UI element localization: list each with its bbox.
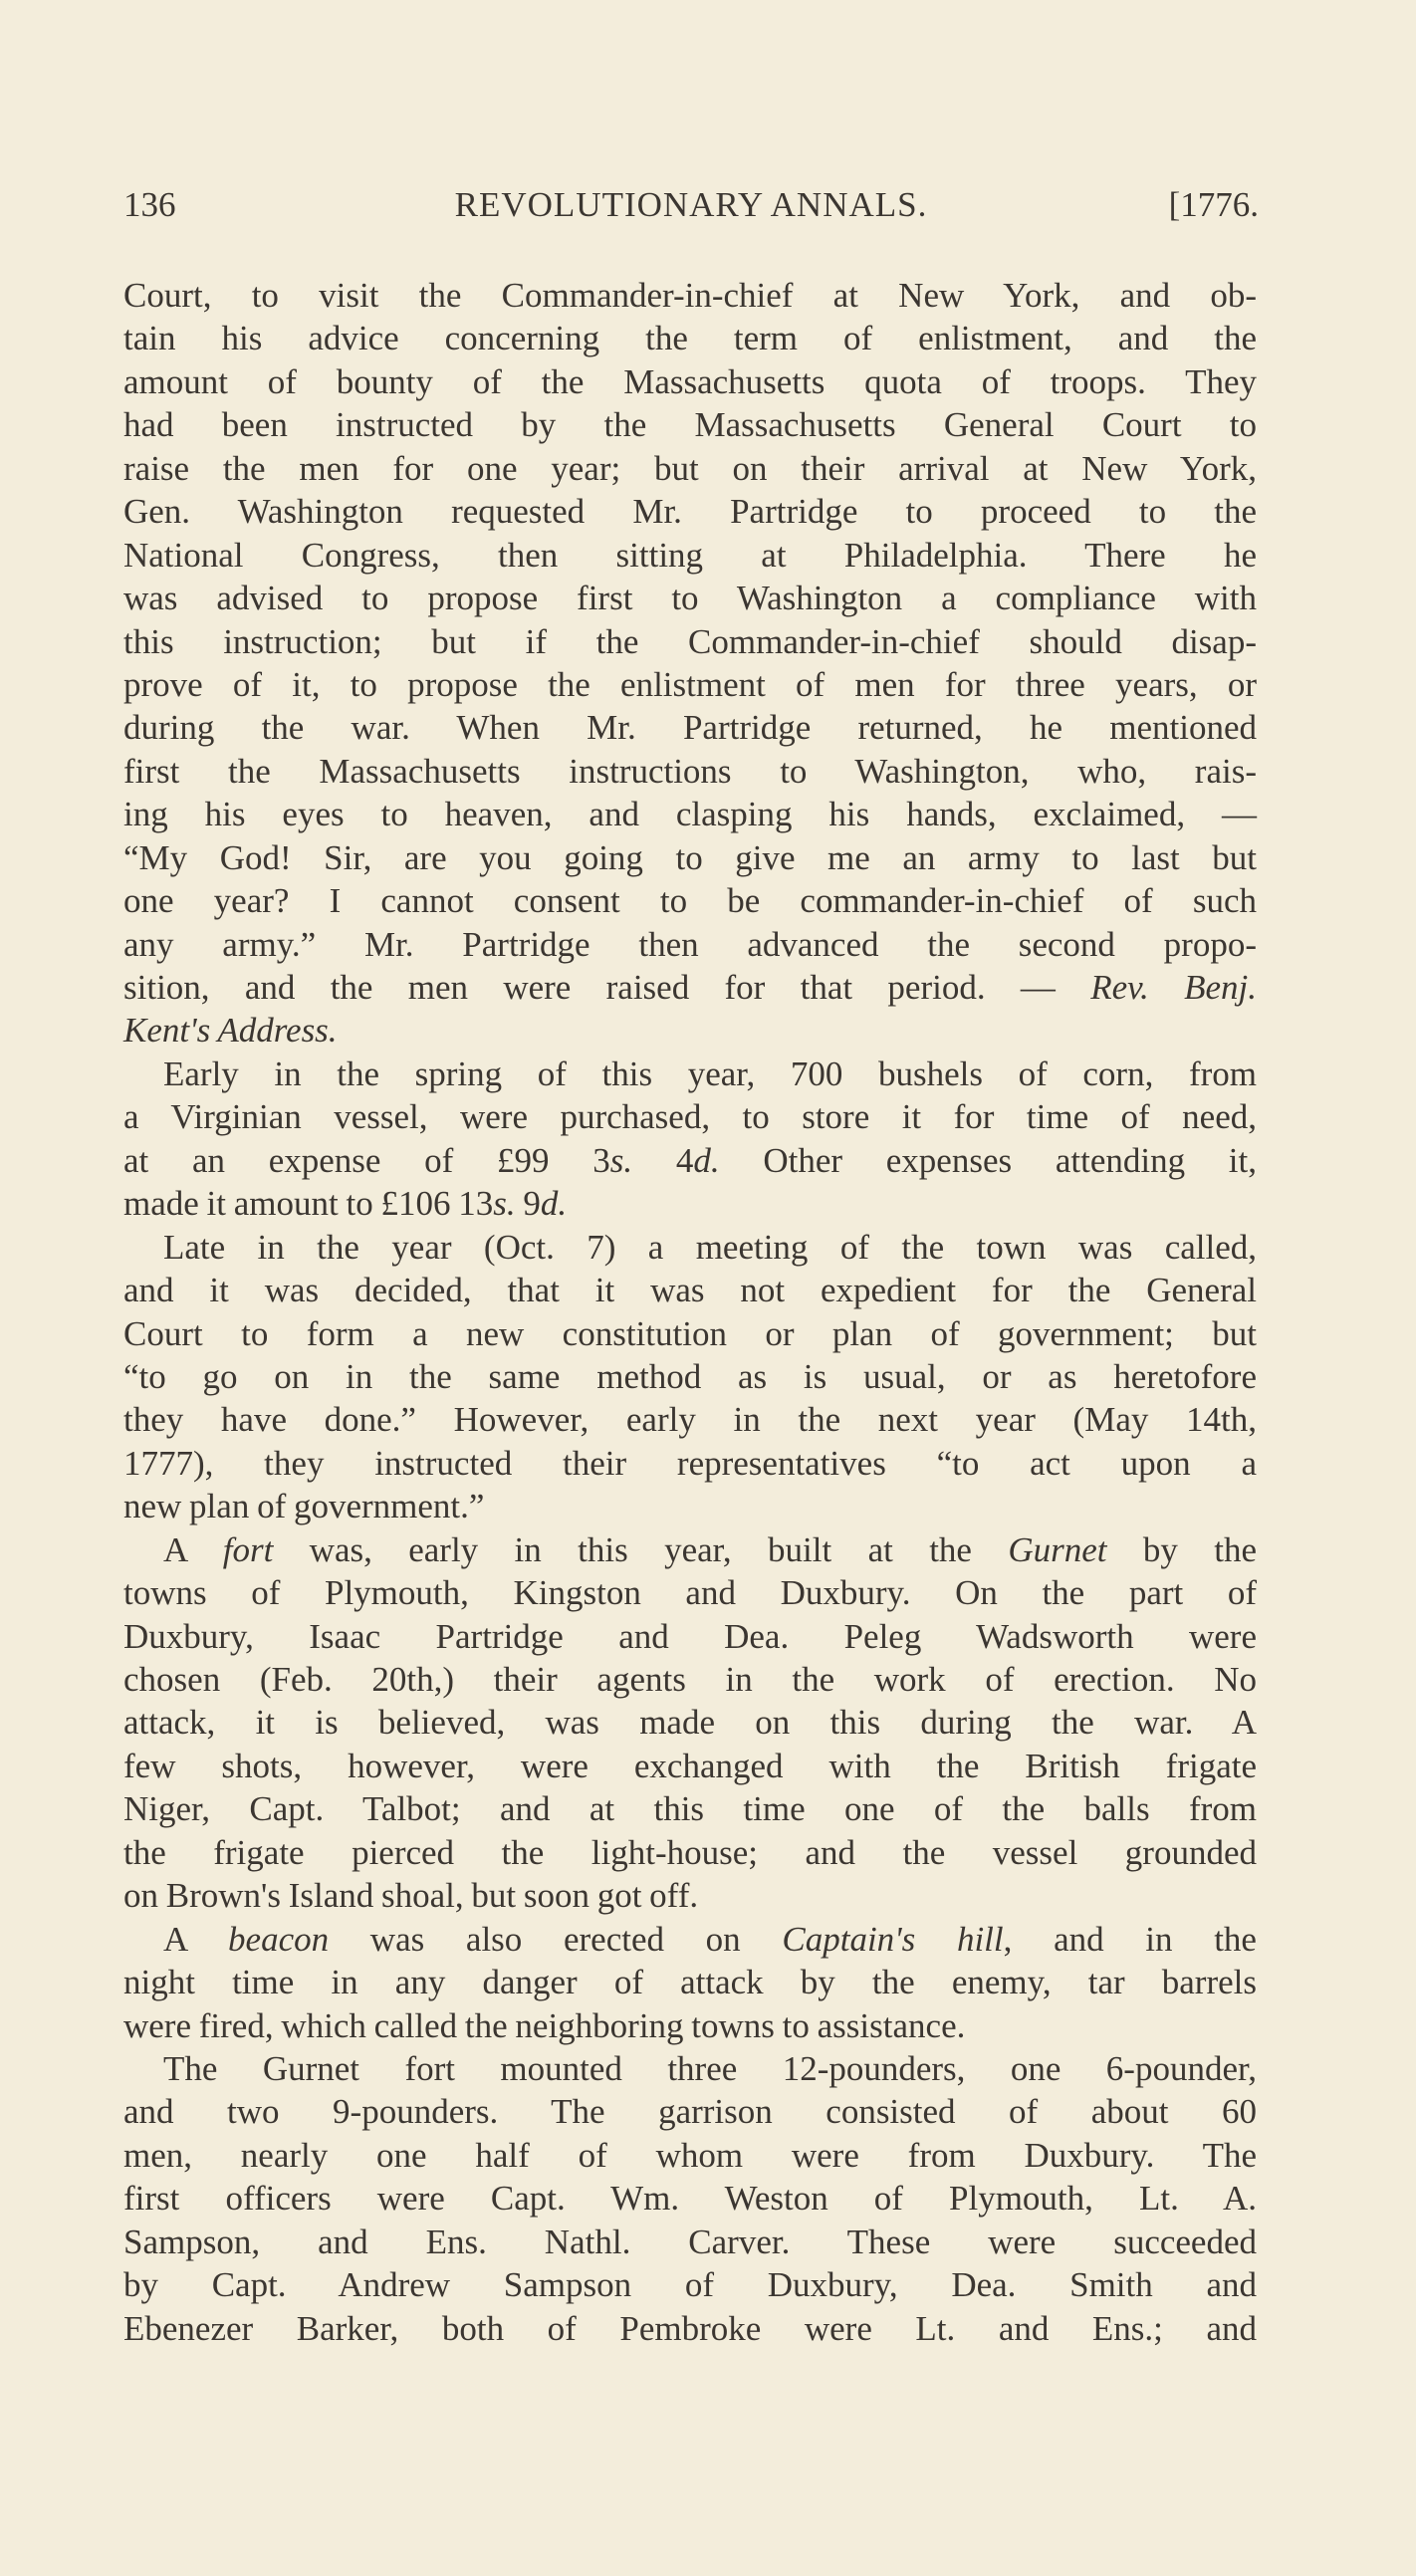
text-segment: was also erected on [329, 1919, 783, 1959]
text-line [123, 879, 1257, 922]
text-line [123, 490, 1257, 533]
text-line [123, 923, 1257, 966]
text-segment: 1777), they instructed their representatives “to act upon a [123, 1443, 1257, 1483]
text-line [123, 447, 1257, 490]
text-segment: few shots, however, were exchanged with the British frigate [123, 1746, 1257, 1785]
text-line [123, 1053, 1257, 1095]
text-line [123, 1182, 1257, 1225]
text-line [123, 2047, 1257, 2090]
text-line [123, 750, 1257, 793]
text-line [123, 1745, 1257, 1787]
text-segment: “My God! Sir, are you going to give me an army to last but [123, 837, 1257, 877]
text-segment: attack, it is believed, was made on this during the war. A [123, 1703, 1257, 1743]
italic-text: beacon [228, 1919, 330, 1959]
text-segment: the frigate pierced the light-house; and the vessel grounded [123, 1832, 1257, 1872]
text-line [123, 1918, 1257, 1961]
text-line [123, 1009, 1257, 1052]
text-segment: a Virginian vessel, were purchased, to store it for time of need, [123, 1097, 1257, 1137]
text-line [123, 836, 1257, 879]
text-segment: towns of Plymouth, Kingston and Duxbury. On the part of [123, 1573, 1257, 1613]
text-line [123, 1571, 1257, 1614]
text-line [123, 1269, 1257, 1311]
text-line [123, 2307, 1257, 2350]
text-segment: had been instructed by the Massachusetts General Court to [123, 405, 1257, 445]
italic-text: s. [609, 1140, 633, 1180]
italic-text: d. [693, 1140, 720, 1180]
text-line [123, 1485, 1257, 1527]
text-line [123, 1442, 1257, 1485]
text-line [123, 1355, 1257, 1398]
text-segment: Early in the spring of this year, 700 bushels of corn, from [163, 1054, 1257, 1093]
text-line [123, 577, 1257, 619]
italic-text: fort [222, 1529, 274, 1569]
text-segment: any army.” Mr. Partridge then advanced the second propo- [123, 924, 1257, 964]
text-segment: Niger, Capt. Talbot; and at this time one of the balls from [123, 1789, 1257, 1829]
text-segment: chosen (Feb. 20th,) their agents in the work of erection. No [123, 1660, 1257, 1699]
text-segment: Other expenses attending it, [719, 1140, 1257, 1180]
header-year: [1776. [1168, 185, 1259, 224]
text-segment: ing his eyes to heaven, and clasping his hands, exclaimed, — [123, 795, 1257, 834]
text-segment: raise the men for one year; but on their arrival at New York, [123, 448, 1257, 488]
text-line [123, 663, 1257, 706]
text-segment: was, early in this year, built at the [273, 1529, 1009, 1569]
text-line [123, 360, 1257, 403]
text-segment: Court, to visit the Commander-in-chief at New York, and ob- [123, 276, 1257, 315]
running-title: REVOLUTIONARY ANNALS. [454, 185, 928, 224]
text-segment: new plan of government.” [123, 1487, 485, 1526]
text-segment: by Capt. Andrew Sampson of Duxbury, Dea. Smith and [123, 2265, 1257, 2305]
text-line [123, 1787, 1257, 1830]
text-line [123, 1312, 1257, 1355]
text-line [123, 1226, 1257, 1269]
text-segment: made it amount to £106 13 [123, 1184, 494, 1224]
text-line [123, 1615, 1257, 1658]
text-segment: prove of it, to propose the enlistment of men for three years, or [123, 664, 1257, 704]
text-line [123, 317, 1257, 359]
text-line [123, 1528, 1257, 1571]
text-line [123, 1658, 1257, 1701]
text-segment: A [163, 1919, 229, 1959]
text-segment: men, nearly one half of whom were from Duxbury. The [123, 2135, 1257, 2175]
italic-text: Captain's hill [782, 1919, 1004, 1959]
text-line [123, 2221, 1257, 2263]
text-line [123, 1701, 1257, 1744]
text-segment: during the war. When Mr. Partridge returned, he mentioned [123, 708, 1257, 748]
text-segment: on Brown's Island shoal, but soon got off. [123, 1876, 699, 1916]
text-line [123, 2134, 1257, 2177]
text-segment: Gen. Washington requested Mr. Partridge to proceed to the [123, 492, 1257, 532]
text-segment: by the [1106, 1529, 1257, 1569]
text-segment: “to go on in the same method as is usual, or as heretofore [123, 1356, 1257, 1396]
text-line [123, 403, 1257, 446]
text-line [123, 2004, 1257, 2047]
italic-text: Rev. Benj. [1090, 968, 1257, 1007]
text-segment: night time in any danger of attack by the enemy, tar barrels [123, 1963, 1257, 2002]
text-segment: were fired, which called the neighboring towns to assistance. [123, 2005, 966, 2045]
text-line [123, 2090, 1257, 2133]
text-segment: at an expense of £99 3 [123, 1140, 610, 1180]
text-segment: A [163, 1529, 223, 1569]
running-header [123, 181, 1259, 229]
italic-text: d. [540, 1184, 568, 1224]
text-line [123, 966, 1257, 1009]
text-segment: The Gurnet fort mounted three 12-pounders, one 6-pounder, [163, 2048, 1257, 2088]
text-line [123, 1874, 1257, 1917]
text-segment: first the Massachusetts instructions to Washington, who, rais- [123, 751, 1257, 791]
text-line [123, 793, 1257, 835]
text-line [123, 1095, 1257, 1138]
text-line [123, 1398, 1257, 1441]
text-line [123, 1961, 1257, 2003]
text-segment: and two 9-pounders. The garrison consisted of about 60 [123, 2092, 1257, 2132]
italic-text: s. [493, 1184, 516, 1224]
text-segment: Ebenezer Barker, both of Pembroke were Lt. and Ens.; and [123, 2308, 1257, 2348]
text-segment: 9 [515, 1184, 541, 1224]
text-segment: amount of bounty of the Massachusetts quota of troops. They [123, 361, 1257, 401]
text-segment: this instruction; but if the Commander-in-chief should disap- [123, 621, 1257, 661]
body-text [123, 274, 1257, 2350]
text-line [123, 274, 1257, 317]
text-segment: Court to form a new constitution or plan of government; but [123, 1313, 1257, 1353]
text-segment: was advised to propose first to Washington a compliance with [123, 579, 1257, 618]
text-segment: first officers were Capt. Wm. Weston of Plymouth, Lt. A. [123, 2179, 1257, 2219]
text-line [123, 620, 1257, 663]
text-segment: tain his advice concerning the term of enlistment, and the [123, 319, 1257, 358]
text-line [123, 706, 1257, 749]
text-line [123, 2177, 1257, 2220]
text-line [123, 534, 1257, 577]
text-line [123, 2263, 1257, 2306]
italic-text: Kent's Address. [123, 1011, 338, 1051]
text-segment: 4 [632, 1140, 694, 1180]
italic-text: Gurnet [1008, 1529, 1107, 1569]
text-segment: sition, and the men were raised for that period. — [123, 968, 1091, 1007]
text-line [123, 1831, 1257, 1874]
page-number: 136 [123, 185, 176, 224]
text-segment: National Congress, then sitting at Philadelphia. There he [123, 535, 1257, 575]
text-segment: they have done.” However, early in the next year (May 14th, [123, 1400, 1257, 1440]
text-segment: one year? I cannot consent to be commander-in-chief of such [123, 881, 1257, 921]
text-segment: , and in the [1003, 1919, 1257, 1959]
text-segment: Duxbury, Isaac Partridge and Dea. Peleg Wadsworth were [123, 1616, 1257, 1656]
text-segment: and it was decided, that it was not expedient for the General [123, 1271, 1257, 1310]
text-segment: Late in the year (Oct. 7) a meeting of the town was called, [163, 1227, 1257, 1267]
text-segment: Sampson, and Ens. Nathl. Carver. These were succeeded [123, 2222, 1257, 2261]
text-line [123, 1139, 1257, 1182]
